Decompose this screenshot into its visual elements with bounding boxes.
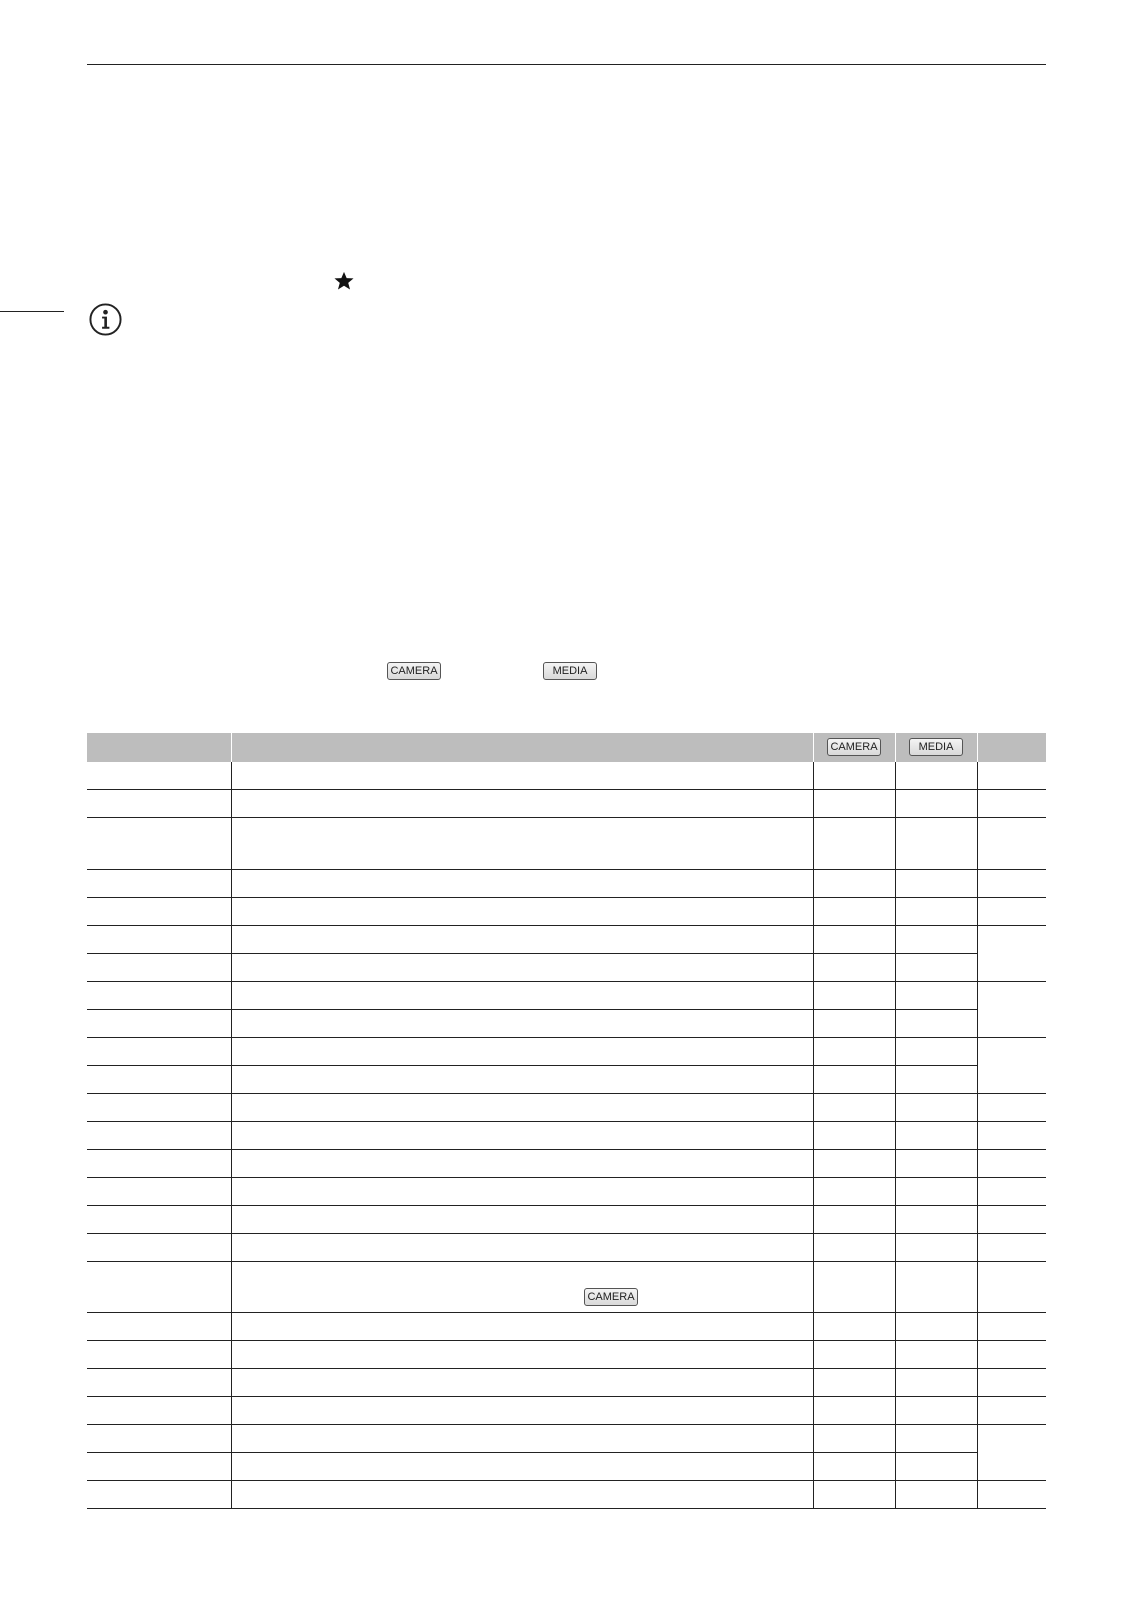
table-cell (87, 954, 231, 981)
table-cell (87, 1313, 231, 1340)
table-cell (87, 982, 231, 1009)
star-icon (333, 270, 355, 292)
table-cell (87, 1234, 231, 1261)
table-cell (87, 818, 231, 869)
column-line (813, 762, 814, 1509)
table-cell (813, 898, 895, 925)
header-separator (813, 733, 814, 762)
table-cell (813, 1481, 895, 1508)
table-cell (895, 1234, 977, 1261)
table-cell (813, 790, 895, 817)
table-cell (895, 954, 977, 981)
table-cell (895, 870, 977, 897)
table-cell (813, 1178, 895, 1205)
table-cell (87, 790, 231, 817)
table-cell (87, 1178, 231, 1205)
table-cell (87, 1010, 231, 1037)
table-cell (813, 1313, 895, 1340)
merged-cell-mask (978, 1065, 1046, 1066)
merged-cell-mask (978, 1009, 1046, 1010)
table-cell (895, 818, 977, 869)
table-cell (895, 1397, 977, 1424)
table-cell (895, 1262, 977, 1312)
table-cell (231, 1150, 813, 1177)
table-cell (87, 762, 231, 789)
table-cell (231, 926, 813, 953)
table-cell (231, 1206, 813, 1233)
table-cell (895, 1481, 977, 1508)
camera-mode-badge: CAMERA (387, 662, 441, 680)
settings-table (87, 733, 1046, 1509)
table-cell (231, 1234, 813, 1261)
table-cell (87, 1397, 231, 1424)
table-cell (87, 1481, 231, 1508)
table-header (87, 733, 1046, 762)
table-cell (231, 982, 813, 1009)
table-cell (813, 982, 895, 1009)
table-cell (87, 1425, 231, 1452)
table-cell (87, 1150, 231, 1177)
table-cell (895, 1066, 977, 1093)
header-media-badge: MEDIA (909, 738, 963, 756)
table-cell (895, 790, 977, 817)
table-cell (87, 1453, 231, 1480)
merged-cell-mask (978, 1452, 1046, 1453)
top-rule (87, 64, 1046, 65)
header-separator (231, 733, 232, 762)
table-cell (895, 1369, 977, 1396)
table-body (87, 762, 1046, 1509)
table-cell (895, 1038, 977, 1065)
table-cell (231, 818, 813, 869)
table-cell (87, 1038, 231, 1065)
header-camera-badge: CAMERA (827, 738, 881, 756)
table-cell (813, 818, 895, 869)
table-cell (231, 898, 813, 925)
table-cell (813, 1341, 895, 1368)
table-cell (895, 1453, 977, 1480)
table-cell (231, 1038, 813, 1065)
table-cell (231, 1262, 813, 1312)
table-cell (813, 1038, 895, 1065)
row-camera-badge: CAMERA (584, 1288, 638, 1306)
header-separator (895, 733, 896, 762)
table-cell (895, 1425, 977, 1452)
info-icon (88, 302, 123, 337)
table-cell (895, 762, 977, 789)
table-cell (813, 1206, 895, 1233)
table-cell (87, 1206, 231, 1233)
table-cell (87, 870, 231, 897)
table-cell (813, 1369, 895, 1396)
table-cell (895, 898, 977, 925)
table-cell (813, 1066, 895, 1093)
column-line (895, 762, 896, 1509)
table-cell (231, 870, 813, 897)
table-cell (813, 1425, 895, 1452)
table-cell (895, 1122, 977, 1149)
table-cell (231, 1066, 813, 1093)
table-cell (813, 1234, 895, 1261)
table-cell (813, 1010, 895, 1037)
table-cell (813, 1150, 895, 1177)
table-cell (813, 762, 895, 789)
table-cell (231, 954, 813, 981)
table-cell (813, 954, 895, 981)
table-cell (87, 898, 231, 925)
table-cell (231, 1397, 813, 1424)
table-cell (895, 1010, 977, 1037)
table-cell (231, 1369, 813, 1396)
table-cell (231, 762, 813, 789)
media-mode-badge: MEDIA (543, 662, 597, 680)
table-cell (813, 1122, 895, 1149)
table-cell (231, 790, 813, 817)
table-cell (231, 1178, 813, 1205)
table-cell (87, 1066, 231, 1093)
table-cell (895, 1094, 977, 1121)
table-cell (813, 1262, 895, 1312)
header-separator (977, 733, 978, 762)
table-cell (895, 926, 977, 953)
table-cell (813, 926, 895, 953)
table-cell (87, 1094, 231, 1121)
table-cell (231, 1094, 813, 1121)
table-cell (87, 1262, 231, 1312)
table-cell (231, 1122, 813, 1149)
table-cell (231, 1341, 813, 1368)
table-cell (895, 1313, 977, 1340)
table-cell (87, 1341, 231, 1368)
table-cell (813, 1094, 895, 1121)
table-cell (87, 1122, 231, 1149)
merged-cell-mask (978, 953, 1046, 954)
side-rule (0, 311, 64, 312)
table-cell (231, 1453, 813, 1480)
table-cell (895, 1341, 977, 1368)
table-cell (895, 1150, 977, 1177)
table-cell (231, 1313, 813, 1340)
table-cell (231, 1425, 813, 1452)
table-cell (895, 1178, 977, 1205)
table-cell (231, 1010, 813, 1037)
table-cell (813, 1397, 895, 1424)
table-cell (895, 982, 977, 1009)
table-cell (813, 870, 895, 897)
table-cell (87, 926, 231, 953)
table-cell (813, 1453, 895, 1480)
column-line (977, 762, 978, 1509)
table-cell (87, 1369, 231, 1396)
table-cell (231, 1481, 813, 1508)
column-line (231, 762, 232, 1509)
table-cell (895, 1206, 977, 1233)
